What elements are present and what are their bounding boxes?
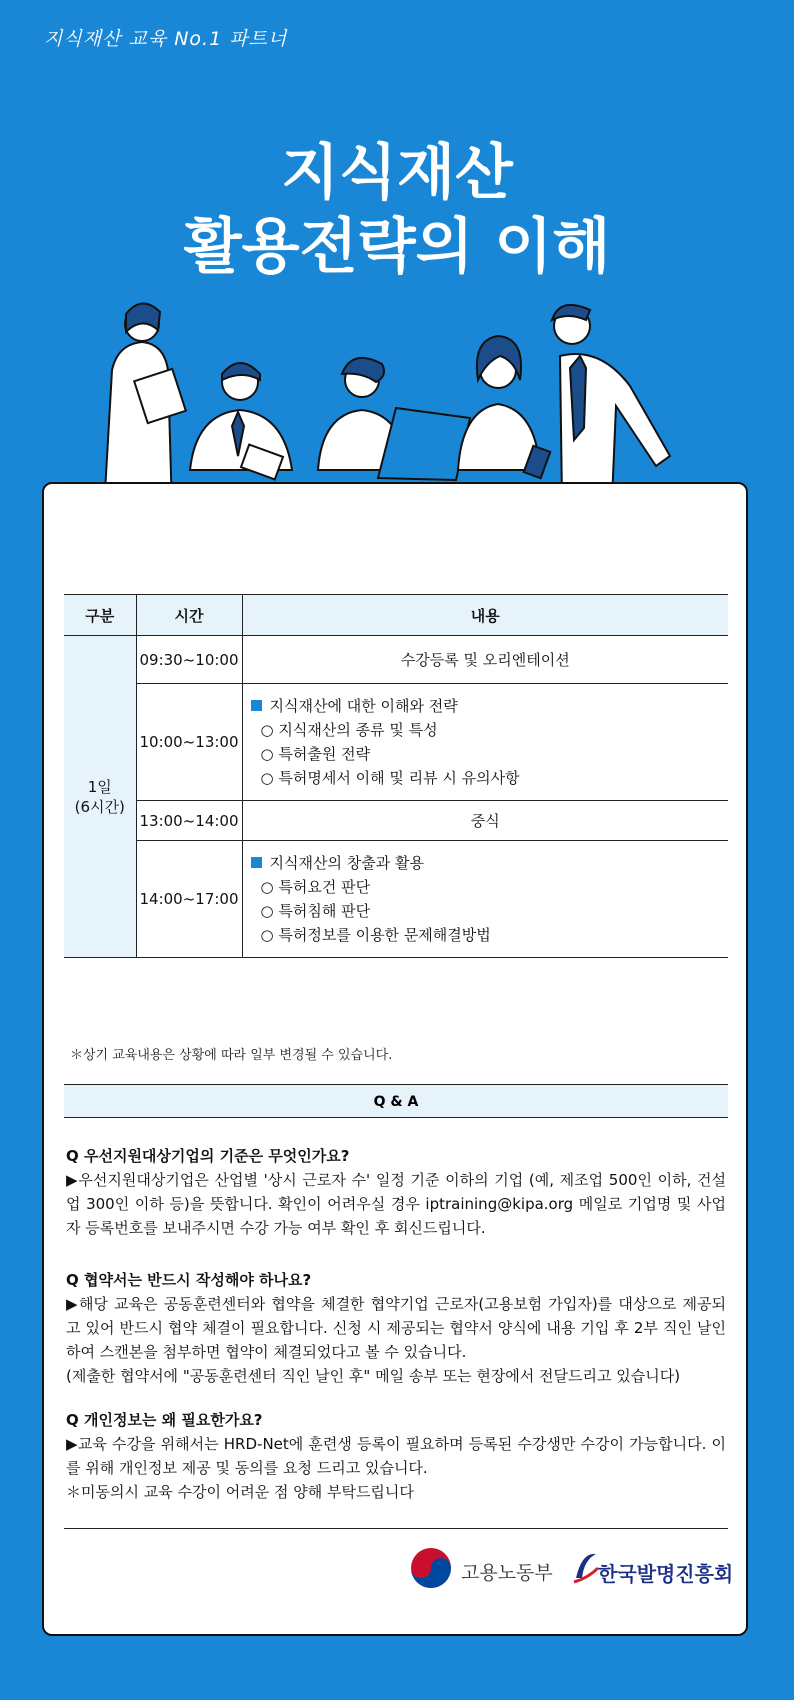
qa-answer: ▶해당 교육은 공동훈련센터와 협약을 체결한 협약기업 근로자(고용보험 가입자)를 대상으로 제공되고 있어 반드시 협약 체결이 필요합니다. 신청 시 제공되는 협약서 양식에 내용 기입 후 2부 직인 날인하여 스캔본을 첨부하면 협약이 체결되었다고 볼 수 있습니다.	[66, 1295, 726, 1361]
time-cell: 13:00~14:00	[136, 801, 242, 841]
table-row	[64, 684, 728, 801]
square-bullet-icon	[251, 857, 262, 868]
page-title-line1: 지식재산	[281, 138, 513, 208]
qa-item	[66, 1268, 726, 1388]
time-cell: 10:00~13:00	[136, 684, 242, 801]
schedule-table	[64, 594, 728, 958]
qa-item	[66, 1144, 726, 1240]
square-bullet-icon	[251, 700, 262, 711]
time-cell: 14:00~17:00	[136, 841, 242, 958]
qa-answer-note: ＊미동의시 교육 수강이 어려운 점 양해 부탁드립니다	[66, 1483, 414, 1501]
tagline: 지식재산 교육 No.1 파트너	[44, 28, 288, 50]
qa-question: Q 우선지원대상기업의 기준은 무엇인가요?	[66, 1147, 350, 1165]
day-label: 1일 (6시간)	[64, 636, 136, 958]
moel-logo: 고용노동부	[409, 1546, 453, 1594]
qa-answer: ▶우선지원대상기업은 산업별 '상시 근로자 수' 일정 기준 이하의 기업 (예, 제조업 500인 이하, 건설업 300인 이하 등)을 뜻합니다. 확인이 어려우실 경우 iptraining@kipa.org 메일로 기업명 및 사업자 등록번호를 보내주시면 수강 가능 여부 확인 후 회신드립니다.	[66, 1171, 726, 1237]
qa-question: Q 협약서는 반드시 작성해야 하나요?	[66, 1271, 312, 1289]
content-cell: 지식재산의 창출과 활용 ○ 특허요건 판단 ○ 특허침해 판단 ○ 특허정보를 이용한 문제해결방법	[242, 841, 728, 958]
content-cell: 중식	[242, 801, 728, 841]
office-workers-illustration	[60, 300, 740, 510]
kipa-logo: 한국발명진흥회	[572, 1548, 600, 1592]
qa-question: Q 개인정보는 왜 필요한가요?	[66, 1411, 263, 1429]
schedule-note: ＊상기 교육내용은 상황에 따라 일부 변경될 수 있습니다.	[70, 1048, 393, 1063]
table-row	[64, 636, 728, 684]
header-content: 내용	[242, 595, 728, 636]
qa-item	[66, 1408, 726, 1504]
content-cell: 지식재산에 대한 이해와 전략 ○ 지식재산의 종류 및 특성 ○ 특허출원 전략 ○ 특허명세서 이해 및 리뷰 시 유의사항	[242, 684, 728, 801]
table-header-row	[64, 595, 728, 636]
table-row	[64, 841, 728, 958]
qa-answer-note: (제출한 협약서에 "공동훈련센터 직인 날인 후" 메일 송부 또는 현장에서 전달드리고 있습니다)	[66, 1367, 681, 1385]
time-cell: 09:30~10:00	[136, 636, 242, 684]
footer-divider	[64, 1528, 728, 1529]
header-time: 시간	[136, 595, 242, 636]
qa-answer: ▶교육 수강을 위해서는 HRD-Net에 훈련생 등록이 필요하며 등록된 수강생만 수강이 가능합니다. 이를 위해 개인정보 제공 및 동의를 요청 드리고 있습니다.	[66, 1435, 726, 1477]
table-row	[64, 801, 728, 841]
footer-logos	[409, 1544, 734, 1594]
page-title-line2: 활용전략의 이해	[183, 212, 611, 282]
kipa-symbol-icon	[572, 1548, 600, 1588]
taegeuk-icon	[409, 1546, 453, 1590]
content-cell: 수강등록 및 오리엔테이션	[242, 636, 728, 684]
header-category: 구분	[64, 595, 136, 636]
content-card	[42, 482, 748, 1636]
qa-title-bar: Q & A	[64, 1084, 728, 1118]
